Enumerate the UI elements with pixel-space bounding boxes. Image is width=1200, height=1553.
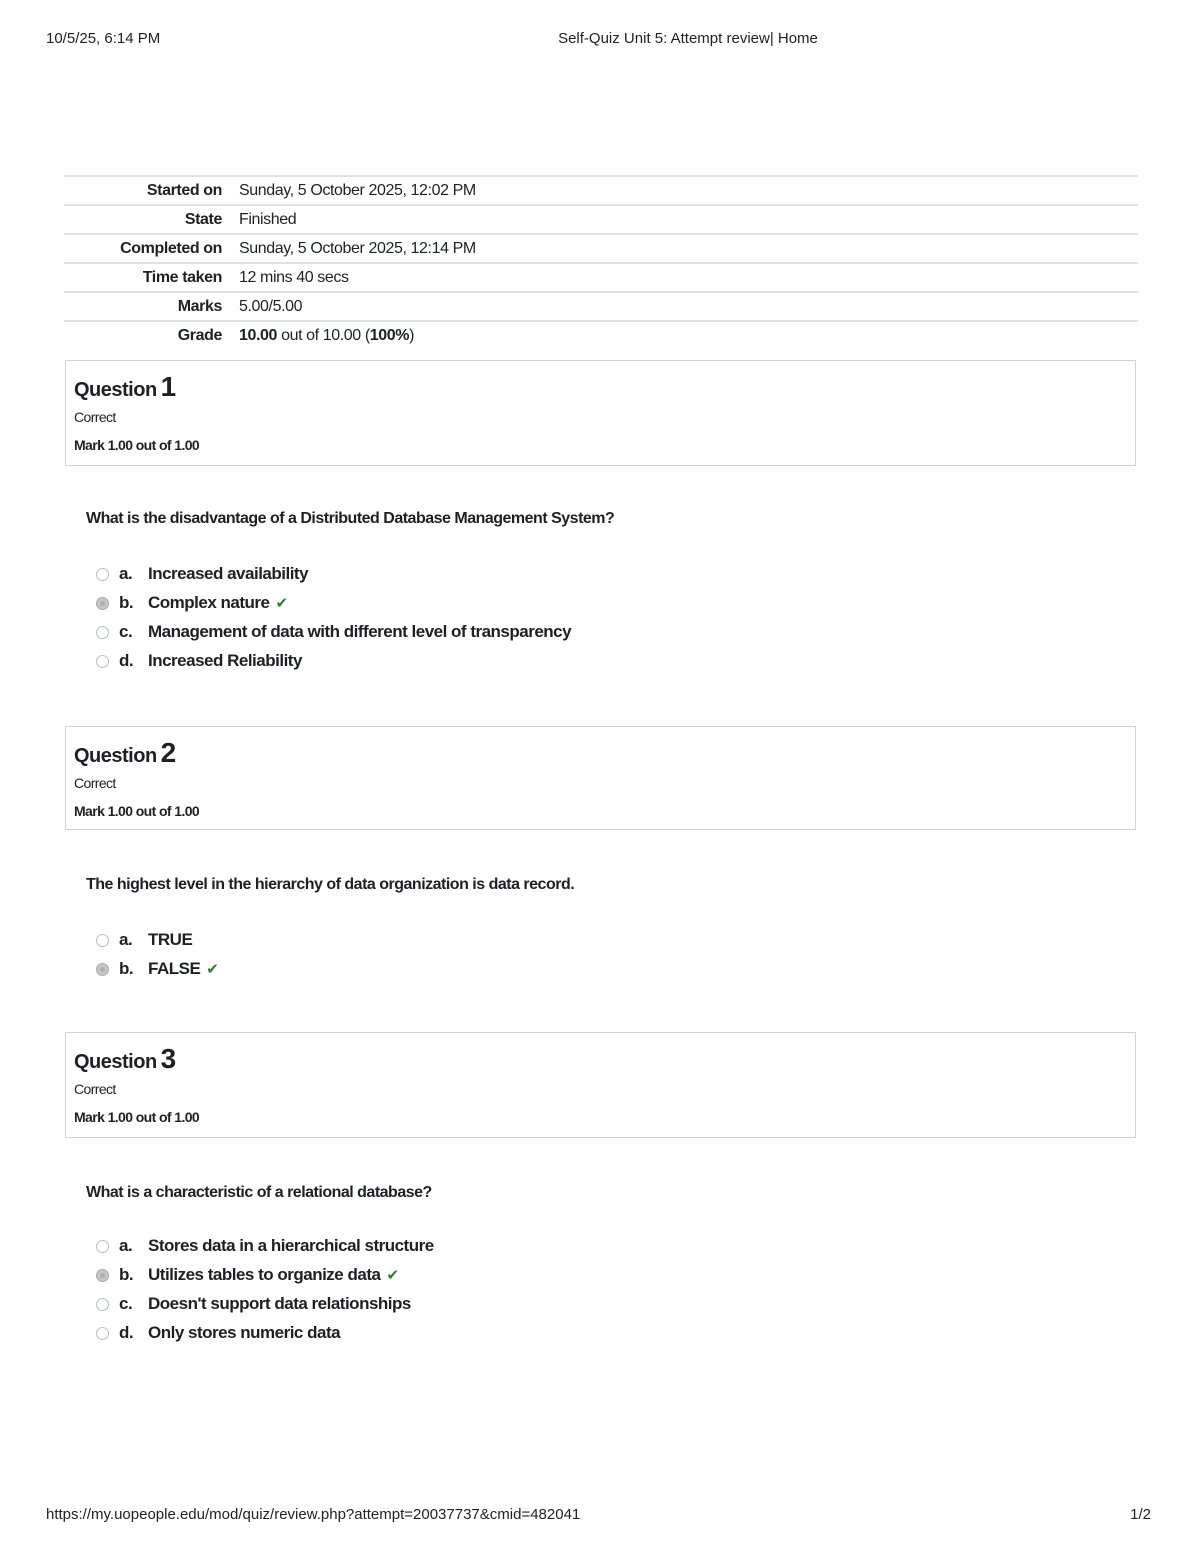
radio-button-checked[interactable] [96, 597, 109, 610]
question-1-info [65, 360, 1136, 466]
summary-row [64, 176, 1138, 205]
summary-row [64, 292, 1138, 321]
summary-value: Sunday, 5 October 2025, 12:14 PM [239, 240, 476, 257]
question-3-info [65, 1032, 1136, 1138]
radio-button[interactable] [96, 1298, 109, 1311]
radio-button-checked[interactable] [96, 1269, 109, 1282]
question-label: Question [74, 1051, 157, 1073]
question-1-text: What is the disadvantage of a Distributed Database Management System? [86, 510, 615, 527]
radio-button[interactable] [96, 655, 109, 668]
print-page-number: 1/2 [1130, 1506, 1151, 1523]
question-state: Correct [74, 775, 116, 791]
answer-letter: a. [119, 1236, 133, 1255]
question-state: Correct [74, 409, 116, 425]
answer-text-wrap [148, 1265, 399, 1285]
radio-button[interactable] [96, 1240, 109, 1253]
answer-text: TRUE [148, 930, 193, 949]
answer-text-wrap [148, 959, 218, 979]
print-datetime: 10/5/25, 6:14 PM [46, 30, 161, 47]
answer-text: Complex nature [148, 593, 270, 612]
answer-text: Increased Reliability [148, 651, 302, 670]
radio-button[interactable] [96, 568, 109, 581]
summary-label: State [184, 211, 222, 228]
summary-row [64, 205, 1138, 234]
attempt-summary-table [64, 175, 1138, 349]
check-icon: ✔ [206, 961, 219, 978]
question-grade: Mark 1.00 out of 1.00 [74, 1109, 200, 1125]
answer-text: Doesn't support data relationships [148, 1294, 411, 1313]
print-url: https://my.uopeople.edu/mod/quiz/review.php?attempt=20037737&cmid=482041 [46, 1506, 581, 1523]
summary-row [64, 321, 1138, 349]
summary-label: Started on [146, 182, 222, 199]
check-icon: ✔ [386, 1267, 399, 1284]
summary-row [64, 234, 1138, 263]
question-label: Question [74, 745, 157, 767]
radio-button[interactable] [96, 934, 109, 947]
answer-text: Utilizes tables to organize data [148, 1265, 381, 1284]
answer-letter: c. [119, 1294, 133, 1313]
summary-grade-value [236, 321, 1138, 349]
question-number [74, 1043, 176, 1075]
question-number [74, 371, 176, 403]
answer-letter: d. [119, 1323, 134, 1342]
summary-label: Completed on [120, 240, 222, 257]
answer-text: Management of data with different level of transparency [148, 622, 572, 641]
question-2-text: The highest level in the hierarchy of data organization is data record. [86, 876, 575, 893]
summary-value: 12 mins 40 secs [239, 269, 349, 286]
radio-button-checked[interactable] [96, 963, 109, 976]
summary-value: 5.00/5.00 [239, 298, 303, 315]
answer-letter: a. [119, 930, 133, 949]
summary-value: Finished [239, 211, 297, 228]
question-grade: Mark 1.00 out of 1.00 [74, 803, 200, 819]
answer-letter: b. [119, 1265, 134, 1284]
answer-text: Only stores numeric data [148, 1323, 341, 1342]
question-label: Question [74, 379, 157, 401]
question-number [74, 737, 176, 769]
answer-letter: b. [119, 959, 134, 978]
print-page-title: Self-Quiz Unit 5: Attempt review| Home [558, 30, 818, 47]
question-state: Correct [74, 1081, 116, 1097]
question-number-value: 3 [160, 1043, 176, 1074]
answer-text: Increased availability [148, 564, 309, 583]
question-2-info [65, 726, 1136, 830]
answer-letter: a. [119, 564, 133, 583]
print-header [46, 30, 1154, 50]
answer-letter: b. [119, 593, 134, 612]
summary-label: Grade [177, 327, 222, 344]
answer-text-wrap [148, 593, 288, 613]
answer-text: Stores data in a hierarchical structure [148, 1236, 434, 1255]
radio-button[interactable] [96, 626, 109, 639]
check-icon: ✔ [275, 595, 288, 612]
answer-text: FALSE [148, 959, 201, 978]
summary-label: Time taken [142, 269, 222, 286]
summary-value: Sunday, 5 October 2025, 12:02 PM [239, 182, 476, 199]
grade-out-of: out of 10.00 ( [277, 327, 370, 344]
summary-label: Marks [177, 298, 222, 315]
radio-button[interactable] [96, 1327, 109, 1340]
grade-score: 10.00 [239, 327, 278, 344]
question-grade: Mark 1.00 out of 1.00 [74, 437, 200, 453]
answer-letter: d. [119, 651, 134, 670]
question-number-value: 2 [160, 737, 176, 768]
print-footer [46, 1506, 1151, 1526]
answer-letter: c. [119, 622, 133, 641]
grade-percent: 100% [369, 327, 410, 344]
summary-row [64, 263, 1138, 292]
question-3-text: What is a characteristic of a relational database? [86, 1184, 432, 1201]
grade-close: ) [409, 327, 415, 344]
question-number-value: 1 [160, 371, 176, 402]
